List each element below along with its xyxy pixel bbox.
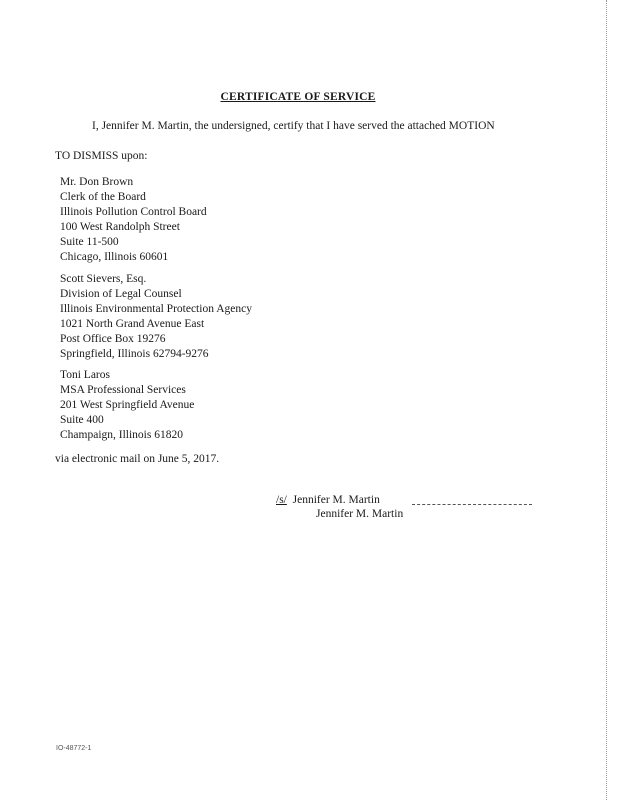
address-line: 1021 North Grand Avenue East bbox=[60, 318, 205, 330]
signature-signed-name: Jennifer M. Martin bbox=[292, 494, 380, 506]
address-line: 100 West Randolph Street bbox=[60, 221, 180, 233]
address-line: Clerk of the Board bbox=[60, 191, 146, 203]
signature-prefix: /s/ bbox=[276, 494, 287, 506]
address-line: Post Office Box 19276 bbox=[60, 333, 166, 345]
signature-printed-name: Jennifer M. Martin bbox=[316, 508, 404, 520]
address-line: 201 West Springfield Avenue bbox=[60, 399, 195, 411]
address-line: Illinois Pollution Control Board bbox=[60, 206, 207, 218]
scan-edge-border bbox=[606, 0, 607, 800]
signature-rule bbox=[412, 504, 532, 505]
intro-line-1: I, Jennifer M. Martin, the undersigned, certify that I have served the attached MOTION bbox=[92, 120, 495, 132]
service-method-line: via electronic mail on June 5, 2017. bbox=[55, 453, 220, 465]
document-title: CERTIFICATE OF SERVICE bbox=[220, 91, 376, 103]
address-line: Chicago, Illinois 60601 bbox=[60, 251, 169, 263]
recipient-address-block bbox=[60, 368, 194, 443]
footer-document-code: IO-48772-1 bbox=[56, 745, 92, 752]
intro-line-2: TO DISMISS upon: bbox=[55, 150, 148, 162]
address-line: Suite 11-500 bbox=[60, 236, 119, 248]
address-line: Mr. Don Brown bbox=[60, 176, 134, 188]
address-line: Toni Laros bbox=[60, 369, 110, 381]
address-line: Scott Sievers, Esq. bbox=[60, 273, 147, 285]
address-line: Suite 400 bbox=[60, 414, 104, 426]
address-line: Springfield, Illinois 62794-9276 bbox=[60, 348, 209, 360]
address-line: Illinois Environmental Protection Agency bbox=[60, 303, 252, 315]
signature-line bbox=[276, 493, 380, 508]
recipient-address-block bbox=[60, 272, 252, 362]
recipient-address-block bbox=[60, 175, 207, 265]
address-line: Division of Legal Counsel bbox=[60, 288, 182, 300]
address-line: MSA Professional Services bbox=[60, 384, 186, 396]
address-line: Champaign, Illinois 61820 bbox=[60, 429, 183, 441]
